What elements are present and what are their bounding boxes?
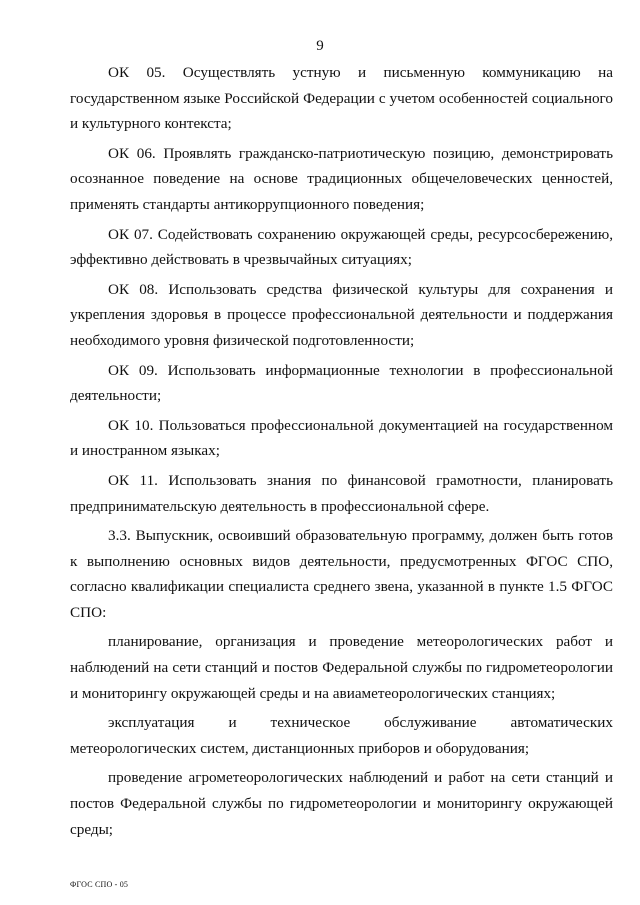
paragraph-ok-11: ОК 11. Использовать знания по финансовой грамотности, планировать предпринимательскую деятельность в профессиональной сфере.	[70, 471, 613, 515]
paragraph-ok-08: ОК 08. Использовать средства физической культуры для сохранения и укрепления здоровья в процессе профессиональной деятельности и поддержания необходимого уровня физической подготовленности;	[70, 280, 613, 349]
page-number: 9	[316, 38, 324, 54]
paragraph-3-3: 3.3. Выпускник, освоивший образовательную программу, должен быть готов к выполнению основных видов деятельности, предусмотренных ФГОС СПО, согласно квалификации специалиста среднего звена, указанной в пункте 1.5 ФГОС СПО:	[70, 527, 613, 621]
paragraph-ok-05: ОК 05. Осуществлять устную и письменную коммуникацию на государственном языке Российской Федерации с учетом особенностей социального и культурного контекста;	[70, 64, 613, 133]
footer-label: ФГОС СПО - 05	[70, 880, 129, 889]
paragraph-ok-07: ОК 07. Содействовать сохранению окружающей среды, ресурсосбережению, эффективно действовать в чрезвычайных ситуациях;	[70, 225, 613, 269]
paragraph-ok-10: ОК 10. Пользоваться профессиональной документацией на государственном и иностранном языках;	[70, 416, 613, 460]
list-item-planning: планирование, организация и проведение метеорологических работ и наблюдений на сети станций и постов Федеральной службы по гидрометеорологии и мониторингу окружающей среды и на авиаметеорологических станциях;	[70, 633, 613, 702]
list-item-agrometeorology: проведение агрометеорологических наблюдений и работ на сети станций и постов Федеральной службы по гидрометеорологии и мониторингу окружающей среды;	[70, 769, 613, 838]
list-item-exploitation: эксплуатация и техническое обслуживание автоматических метеорологических систем, дистанционных приборов и оборудования;	[70, 714, 613, 757]
paragraph-ok-09: ОК 09. Использовать информационные технологии в профессиональной деятельности;	[70, 361, 613, 405]
paragraph-ok-06: ОК 06. Проявлять гражданско-патриотическую позицию, демонстрировать осознанное поведение на основе традиционных общечеловеческих ценностей, применять стандарты антикоррупционного поведения;	[70, 144, 613, 213]
document-body	[70, 60, 613, 842]
